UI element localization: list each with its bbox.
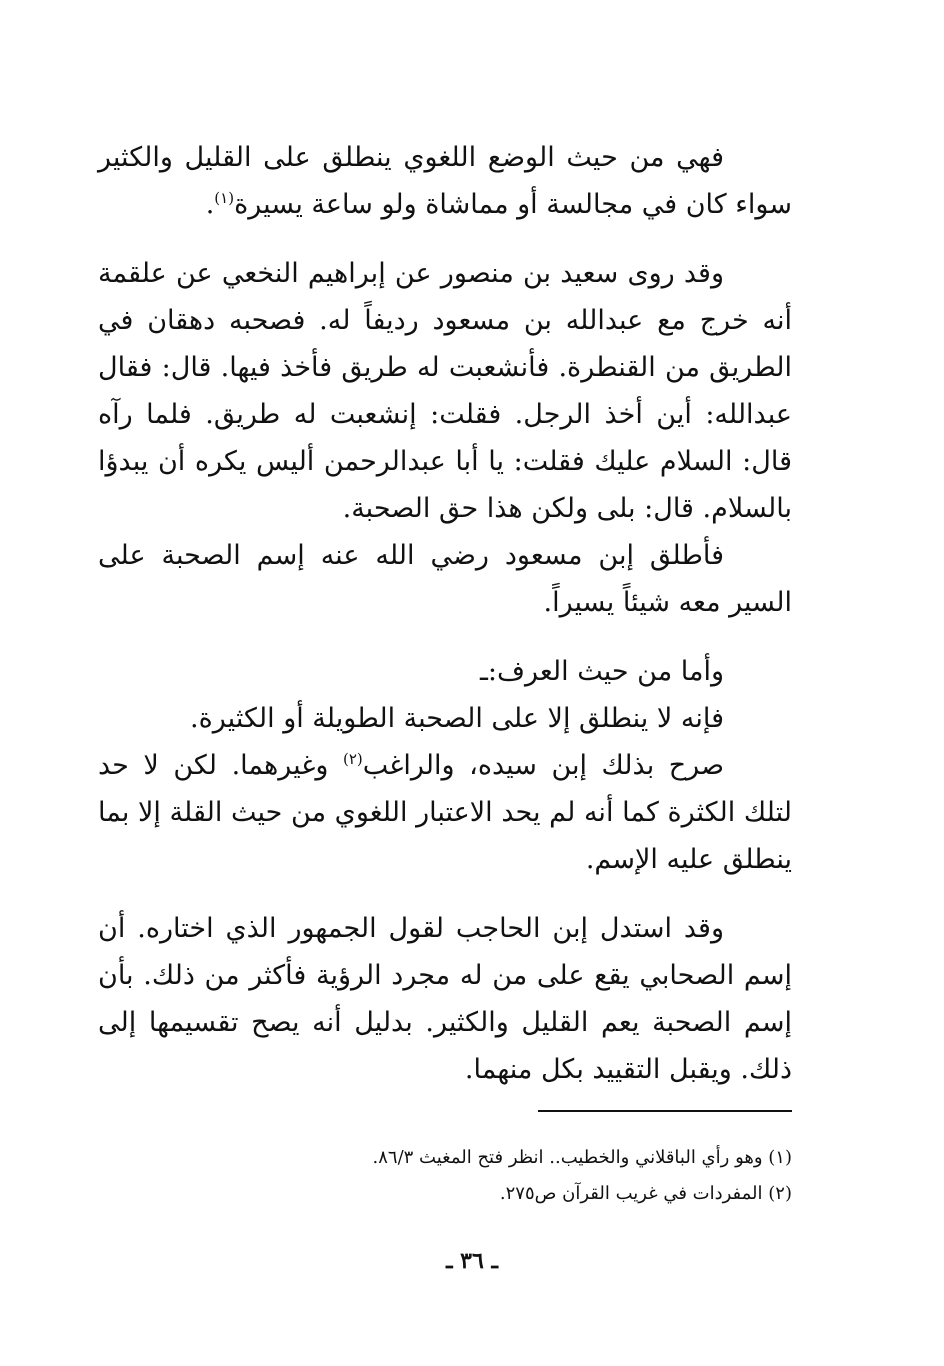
paragraph-6 [98,742,792,883]
paragraph-7: وقد استدل إبن الحاجب لقول الجمهور الذي اختاره. أن إسم الصحابي يقع على من له مجرد الرؤية فأكثر من ذلك. بأن إسم الصحبة يعم القليل والكثير. بدليل أنه يصح تقسيمها إلى ذلك. ويقبل التقييد بكل منهما. [98,913,792,1085]
paragraph-6-text-a: صرح بذلك إبن سيده، والراغب [362,750,725,781]
page-number: ـ ٣٦ ـ [446,1248,498,1274]
paragraph-1 [98,134,792,228]
paragraph-4: وأما من حيث العرف:ـ [480,656,724,687]
paragraph-6-text-b: وغيرهما. لكن لا حد لتلك الكثرة كما أنه لم يحد الاعتبار اللغوي من حيث القلة إلا بما ينطلق عليه الإسم. [98,750,792,875]
paragraph-5: فإنه لا ينطلق إلا على الصحبة الطويلة أو الكثيرة. [190,703,724,734]
paragraph-2: وقد روى سعيد بن منصور عن إبراهيم النخعي عن علقمة أنه خرج مع عبدالله بن مسعود رديفاً له. فصحبه دهقان في الطريق من القنطرة. فأنشعبت له طريق فأخذ فيها. قال: فقال عبدالله: أين أخذ الرجل. فقلت: إنشعبت له طريق. فلما رآه قال: السلام عليك فقلت: يا أبا عبدالرحمن أليس يكره أن يبدؤا بالسلام. قال: بلى ولكن هذا حق الصحبة. [98,258,792,524]
footnotes [200,1140,792,1212]
paragraph-3: فأطلق إبن مسعود رضي الله عنه إسم الصحبة على السير معه شيئاً يسيراً. [98,540,792,618]
footnote-marker-2: (٢) [342,750,363,768]
footnote-divider [538,1110,792,1112]
footnote-marker-1: (١) [214,189,235,207]
footnote-2: (٢) المفردات في غريب القرآن ص٢٧٥. [499,1183,792,1204]
paragraph-1-end: . [205,189,215,220]
paragraph-1-text: فهي من حيث الوضع اللغوي ينطلق على القليل والكثير سواء كان في مجالسة أو مماشاة ولو ساعة يسيرة [98,142,792,220]
footnote-1: (١) وهو رأي الباقلاني والخطيب.. انظر فتح المغيث ٨٦/٣. [372,1147,792,1168]
main-text [98,134,792,1093]
